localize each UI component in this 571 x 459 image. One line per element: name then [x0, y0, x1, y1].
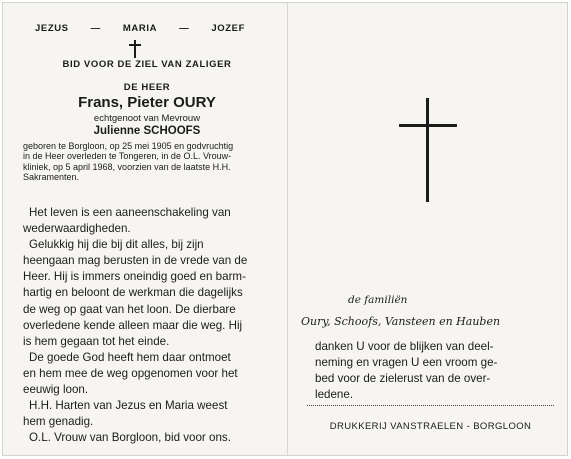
large-cross-icon: [399, 98, 457, 202]
separator-dash: —: [90, 23, 101, 34]
bio-line: geboren te Borgloon, op 25 mei 1905 en godvruchtig: [23, 141, 234, 151]
meditation-line: H.H. Harten van Jezus en Maria weest: [29, 399, 228, 413]
meditation-line: is hem gegaan tot het einde.: [23, 334, 170, 348]
meditation-line: hartig en beloont de werkman die dagelijks: [23, 286, 243, 300]
meditation-line: wederwaardigheden.: [23, 222, 131, 236]
meditation-line: de weg op gaat van het loon. De dierbare: [23, 302, 236, 316]
prayer-heading: BID VOOR DE ZIEL VAN ZALIGER: [62, 59, 232, 70]
biography: [23, 141, 275, 183]
bio-line: in de Heer overleden te Tongeren, in de O.L. Vrouw-: [23, 151, 232, 162]
meditation-line: overledene kende alleen maar die weg. Hij: [23, 318, 243, 332]
printer-credit: DRUKKERIJ VANSTRAELEN - BORGLOON: [329, 421, 532, 432]
meditation-line: eeuwig loon.: [23, 383, 89, 397]
spouse-label: echtgenoot van Mevrouw: [93, 113, 201, 124]
spouse-name: Julienne SCHOOFS: [93, 125, 201, 137]
meditation-line: hem genadig.: [23, 415, 94, 429]
dotted-divider: [307, 405, 554, 406]
small-cross-icon: [129, 40, 141, 58]
thanks-line: danken U voor de blijken van deel-: [315, 340, 494, 353]
meditation-line: Heer. Hij is immers oneindig goed en barm-: [23, 270, 246, 284]
family-label: de familiën: [348, 294, 408, 306]
bio-line: Sakramenten.: [23, 172, 80, 183]
name-jozef: JOZEF: [211, 23, 245, 34]
separator-dash: —: [179, 23, 190, 34]
meditation-line: en hem mee de weg opgenomen voor het: [23, 366, 238, 380]
thanks-text: [315, 339, 569, 403]
meditation-line: heengaan mag berusten in de vrede van de: [23, 254, 248, 268]
meditation-text: [23, 205, 280, 446]
family-names: Oury, Schoofs, Vansteen en Hauben: [301, 315, 501, 328]
card-fold-line: [287, 3, 288, 455]
meditation-line: De goede God heeft hem daar ontmoet: [29, 350, 231, 364]
name-jezus: JEZUS: [35, 23, 69, 34]
deceased-name: Frans, Pieter OURY: [78, 94, 216, 111]
meditation-line: Het leven is een aaneenschakeling van: [29, 206, 231, 219]
name-maria: MARIA: [122, 23, 158, 34]
meditation-line: O.L. Vrouw van Borgloon, bid voor ons.: [29, 431, 231, 445]
thanks-line: bed voor de zielerust van de over-: [315, 372, 491, 386]
meditation-line: Gelukkig hij die bij dit alles, bij zijn: [29, 238, 204, 252]
bio-line: kliniek, op 5 april 1968, voorzien van de laatste H.H.: [23, 161, 231, 172]
memorial-card: [2, 2, 568, 456]
holy-family-row: [35, 23, 245, 34]
thanks-line: neming en vragen U een vroom ge-: [315, 356, 498, 370]
salutation: DE HEER: [123, 82, 171, 93]
thanks-line: ledene.: [315, 388, 354, 402]
